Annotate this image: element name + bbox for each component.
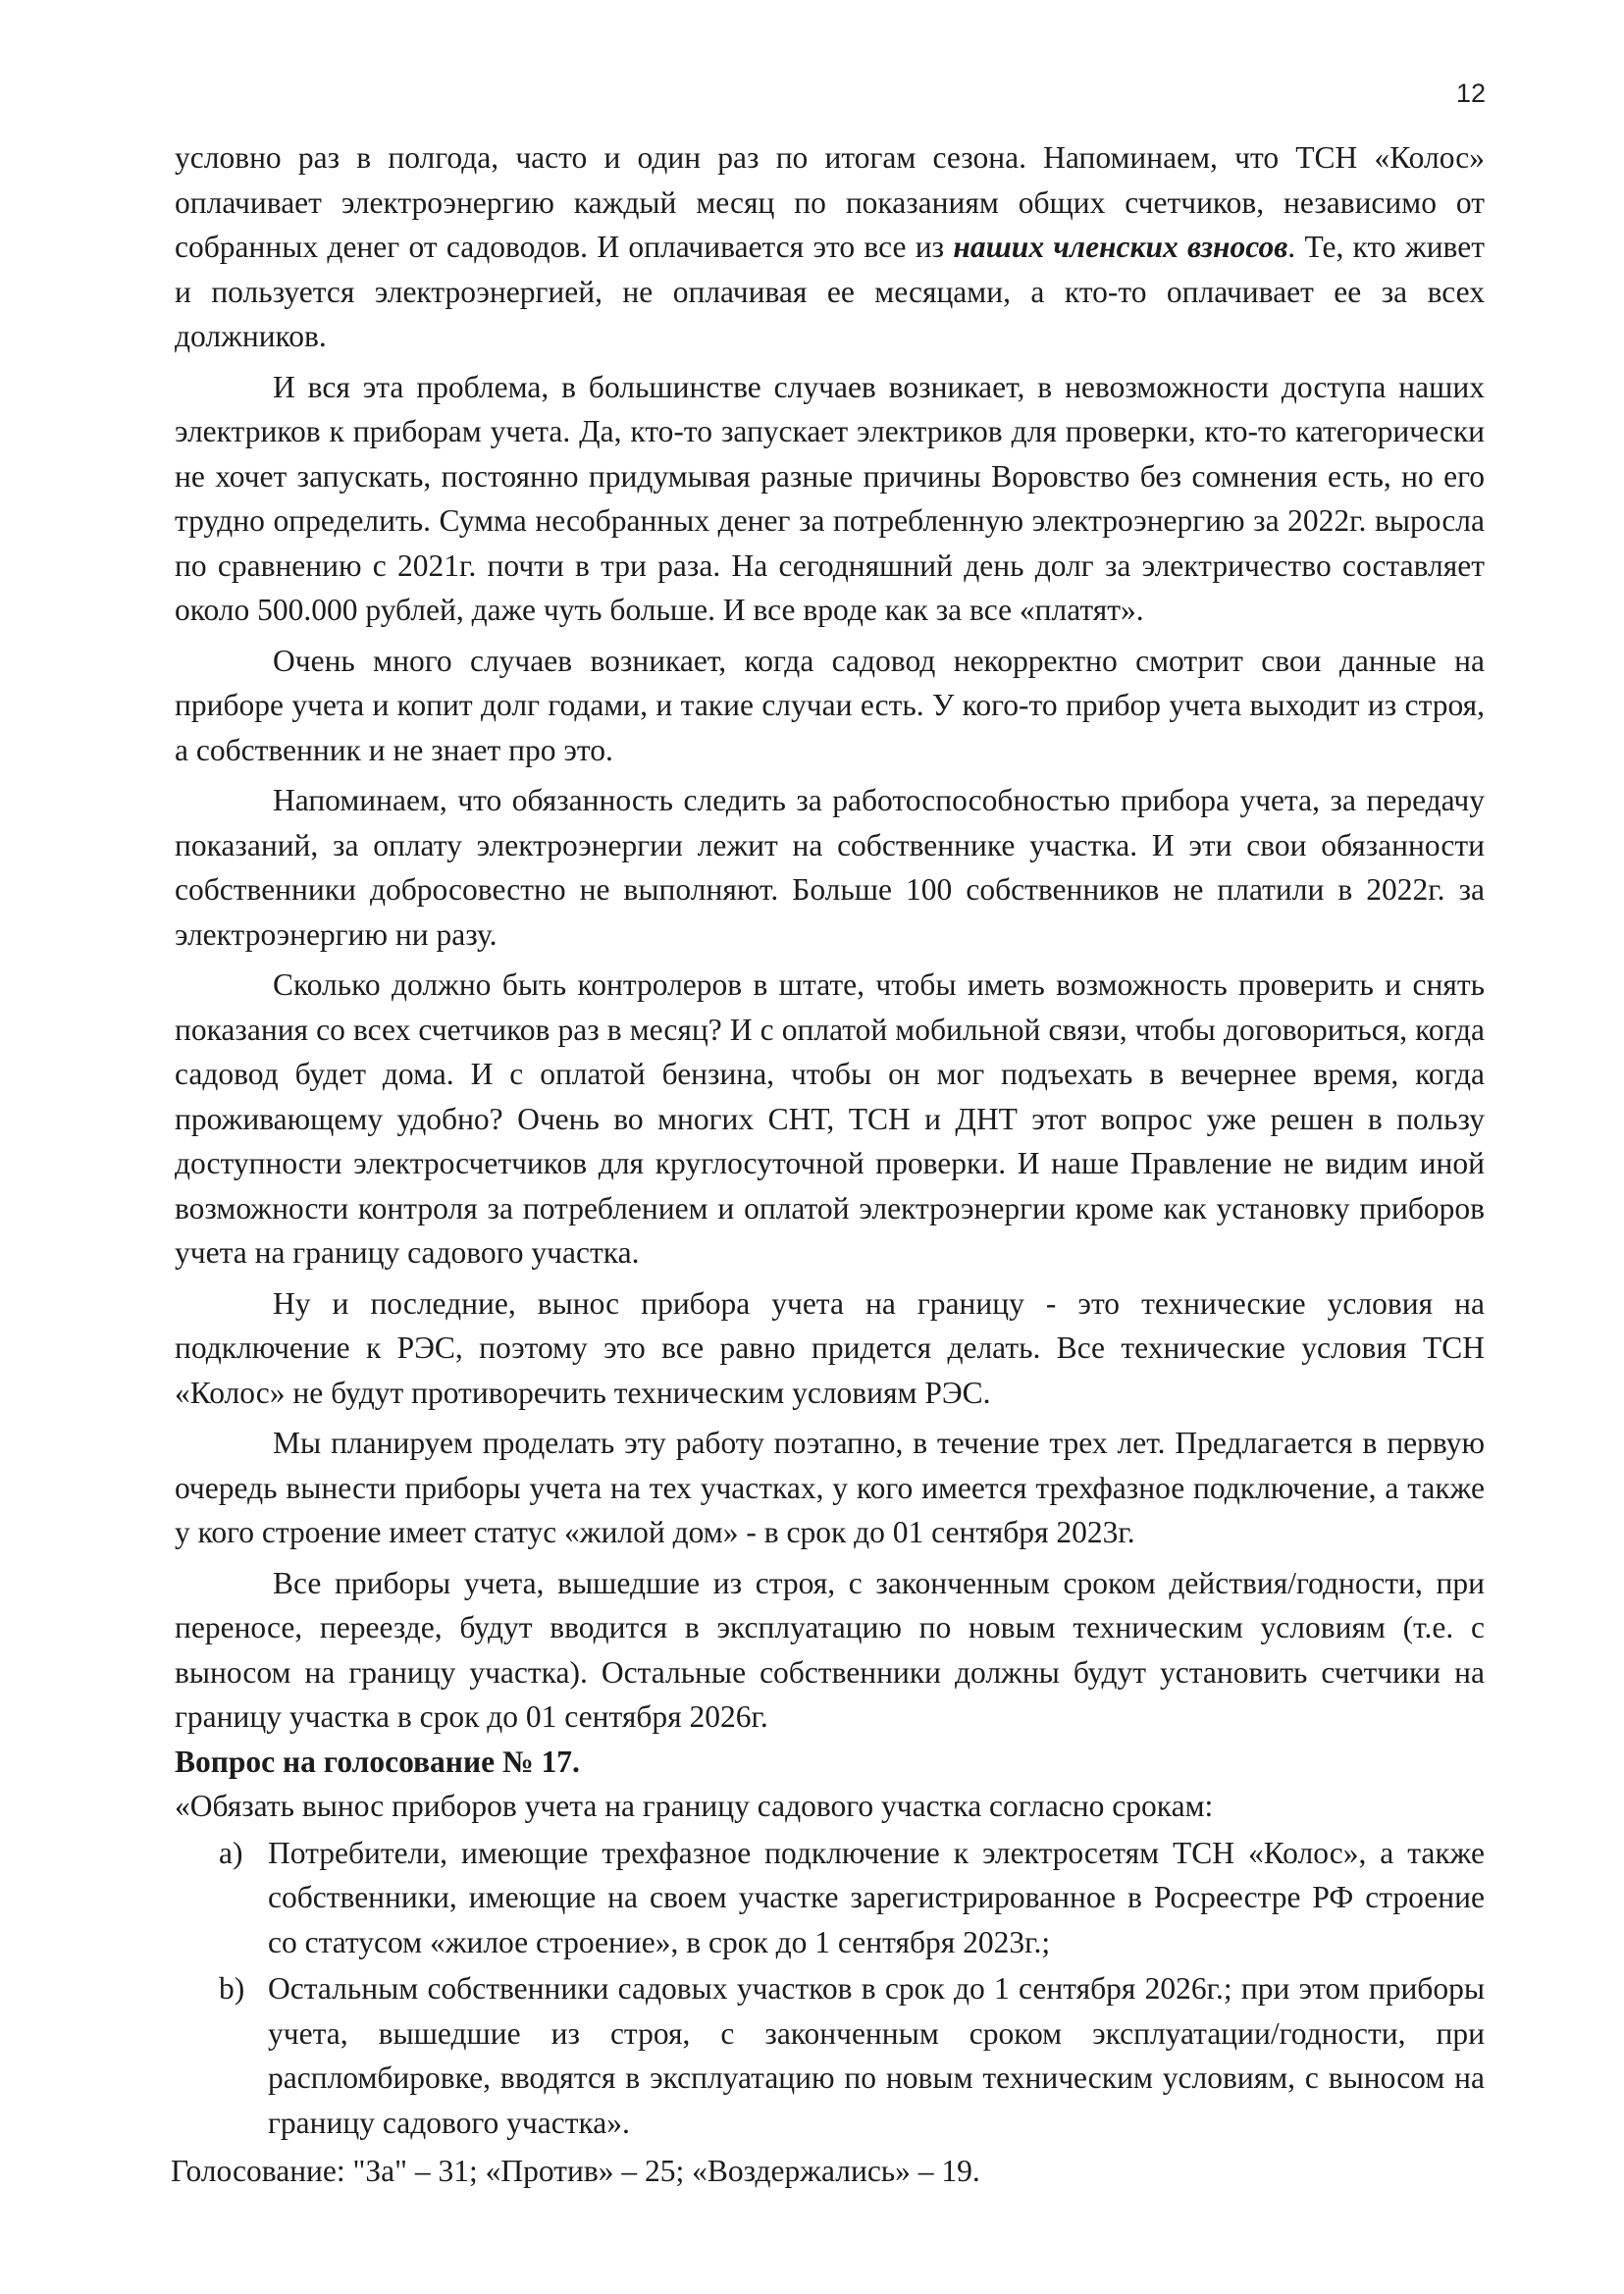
list-item xyxy=(175,1966,1485,2145)
paragraph-3: Очень много случаев возникает, когда садовод некорректно смотрит свои данные на приборе учета и копит долг годами, и такие случаи есть. У кого-то прибор учета выходит из строя, а собственник и не знает про это. xyxy=(175,643,1485,767)
list-marker: a) xyxy=(219,1835,243,1870)
list-item-text: Потребители, имеющие трехфазное подключение к электросетям ТСН «Колос», а также собственники, имеющие на своем участке зарегистрированное в Росреестре РФ строение со статусом «жилое строение», в срок до 1 сентября 2023г.; xyxy=(268,1835,1485,1959)
paragraph-1 xyxy=(175,135,1485,359)
vote-result: Голосование: "За" – 31; «Против» – 25; «Воздержались» – 19. xyxy=(171,2154,980,2188)
page-number: 12 xyxy=(1455,78,1486,108)
question-options-list xyxy=(175,1831,1485,2146)
document-body xyxy=(171,135,1485,2194)
paragraph-1-tail: . Те, кто живет и пользуется электроэнергией, не оплачивая ее месяцами, а кто-то оплачивает ее за всех должников. xyxy=(175,230,1485,353)
emphasis-membership-fees: наших членских взносов xyxy=(953,230,1288,264)
question-intro: «Обязать вынос приборов учета на границу садового участка согласно срокам: xyxy=(175,1789,1214,1823)
paragraph-4: Напоминаем, что обязанность следить за работоспособностью прибора учета, за передачу показаний, за оплату электроэнергии лежит на собственнике участка. И эти свои обязанности собственники добросовестно не выполняют. Больше 100 собственников не платили в 2022г. за электроэнергию ни разу. xyxy=(175,783,1485,952)
list-marker: b) xyxy=(219,1971,245,2006)
list-item xyxy=(175,1831,1485,1965)
paragraph-6: Ну и последние, вынос прибора учета на границу - это технические условия на подключение к РЭС, поэтому это все равно придется делать. Все технические условия ТСН «Колос» не будут противоречить техническим условиям РЭС. xyxy=(175,1285,1485,1410)
paragraph-2: И вся эта проблема, в большинстве случаев возникает, в невозможности доступа наших электриков к приборам учета. Да, кто-то запускает электриков для проверки, кто-то категорически не хочет запускать, постоянно придумывая разные причины Воровство без сомнения есть, но его трудно определить. Сумма несобранных денег за потребленную электроэнергию за 2022г. выросла по сравнению с 2021г. почти в три раза. На сегодняшний день долг за электричество составляет около 500.000 рублей, даже чуть больше. И все вроде как за все «платят». xyxy=(175,369,1485,627)
list-item-text: Остальным собственники садовых участков в срок до 1 сентября 2026г.; при этом приборы учета, вышедшие из строя, с законченным сроком эксплуатации/годности, при распломбировке, вводятся в эксплуатацию по новым техническим условиям, с выносом на границу садового участка». xyxy=(268,1971,1485,2140)
paragraph-1-text: условно раз в полгода, часто и один раз по итогам сезона. Напоминаем, что ТСН «Колос» оплачивает электроэнергию каждый месяц по показаниям общих счетчиков, независимо от собранных денег от садоводов. И оплачивается это все из xyxy=(175,140,1485,264)
paragraph-8: Все приборы учета, вышедшие из строя, с законченным сроком действия/годности, при переносе, переезде, будут вводится в эксплуатацию по новым техническим условиям (т.е. с выносом на границу участка). Остальные собственники должны будут установить счетчики на границу участка в срок до 01 сентября 2026г. xyxy=(175,1565,1485,1734)
paragraph-5: Сколько должно быть контролеров в штате, чтобы иметь возможность проверить и снять показания со всех счетчиков раз в месяц? И с оплатой мобильной связи, чтобы договориться, когда садовод будет дома. И с оплатой бензина, чтобы он мог подъехать в вечернее время, когда проживающему удобно? Очень во многих СНТ, ТСН и ДНТ этот вопрос уже решен в пользу доступности электросчетчиков для круглосуточной проверки. И наше Правление не видим иной возможности контроля за потреблением и оплатой электроэнергии кроме как установку приборов учета на границу садового участка. xyxy=(175,967,1485,1270)
question-title: Вопрос на голосование № 17. xyxy=(175,1744,580,1779)
paragraph-7: Мы планируем проделать эту работу поэтапно, в течение трех лет. Предлагается в первую очередь вынести приборы учета на тех участках, у кого имеется трехфазное подключение, а также у кого строение имеет статус «жилой дом» - в срок до 01 сентября 2023г. xyxy=(175,1426,1485,1549)
